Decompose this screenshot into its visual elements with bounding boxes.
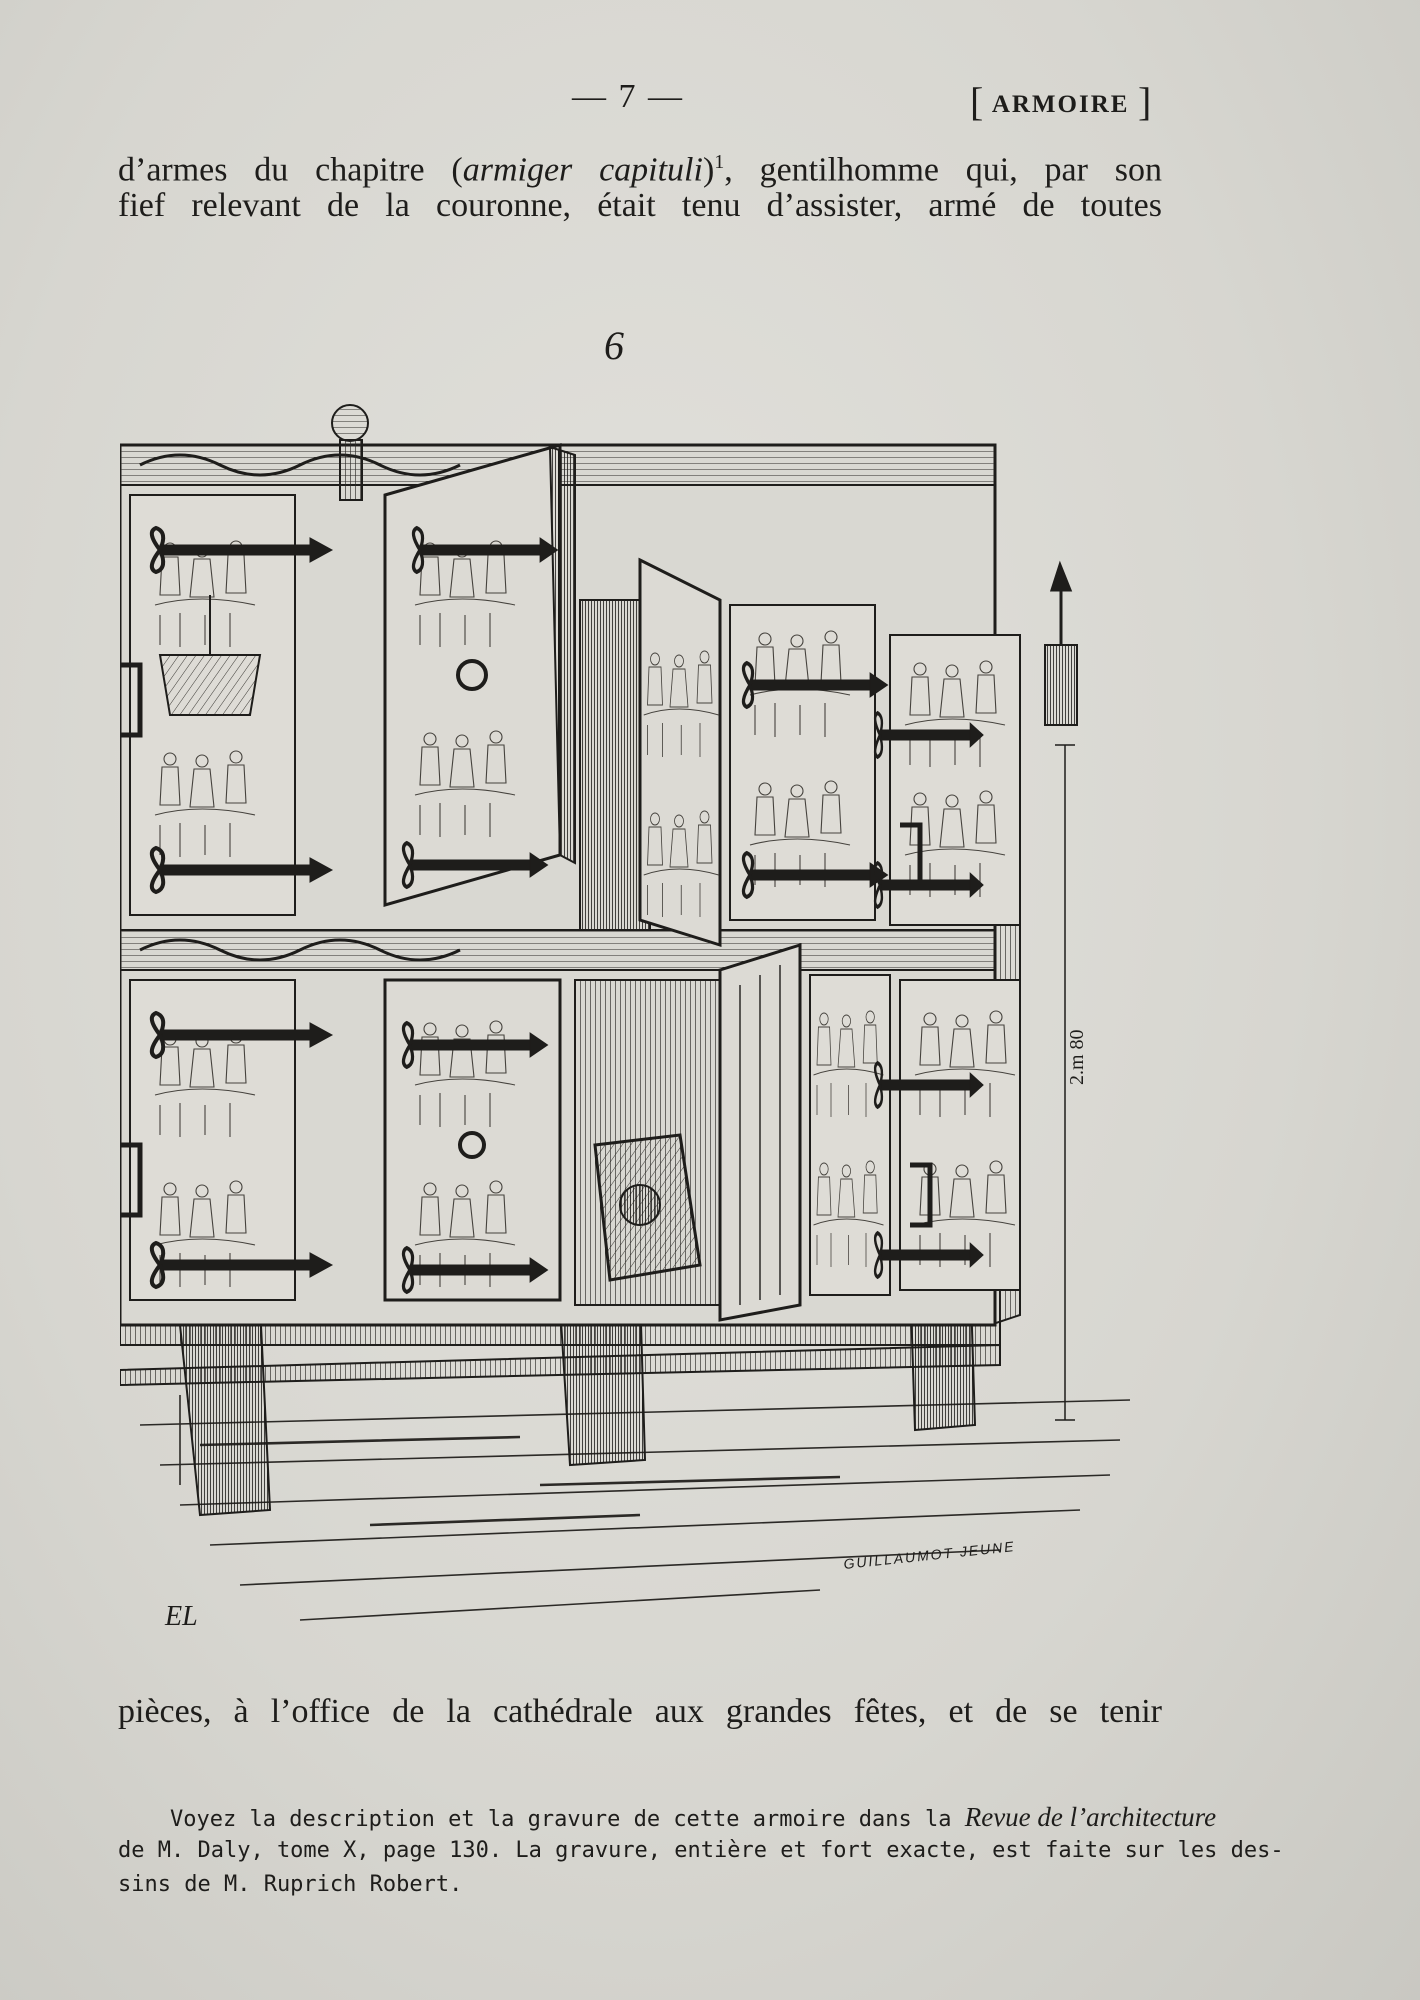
journal-title: Revue de l’architecture <box>964 1802 1217 1832</box>
running-head-close-bracket: ] <box>1137 79 1152 124</box>
running-header <box>0 78 1420 128</box>
text-fragment: , gentilhomme qui, par son <box>724 151 1162 189</box>
footnote-fragment: Voyez la description et la gravure de cette armoire dans la <box>170 1807 965 1832</box>
running-head-title: ARMOIRE <box>991 91 1130 118</box>
door-upper-left <box>385 445 575 905</box>
latin-phrase: armiger capituli <box>462 151 703 189</box>
text-fragment: ) <box>702 151 715 189</box>
engraver-signature: GUILLAUMOT JEUNE <box>842 1538 1017 1573</box>
panel-lower-right-b <box>900 980 1020 1290</box>
text-fragment: d’armes du chapitre ( <box>118 151 463 189</box>
finial-right <box>1045 565 1077 725</box>
footnote <box>118 1800 1284 1902</box>
body-text-bottom <box>118 1690 1162 1734</box>
text-line: pièces, à l’office de la cathédrale aux grandes fêtes, et de se tenir <box>118 1693 1162 1730</box>
lower-compartment <box>575 980 725 1305</box>
armoire-engraving <box>120 385 1130 1655</box>
running-head-open-bracket: [ <box>970 79 984 124</box>
footnote-line: de M. Daly, tome X, page 130. La gravure, entière et fort exacte, est faite sur les des- <box>118 1838 1284 1863</box>
door-upper-middle <box>640 560 720 945</box>
text-line: fief relevant de la couronne, était tenu d’assister, armé de toutes <box>118 187 1162 224</box>
artist-monogram: EL <box>165 1601 198 1632</box>
dimension-label: 2.m 80 <box>1066 1029 1088 1085</box>
figure-number: 6 <box>604 323 624 368</box>
footnote-line: sins de M. Ruprich Robert. <box>118 1872 463 1897</box>
body-text-top <box>118 140 1162 228</box>
running-head <box>970 78 1151 125</box>
page-number: — 7 — <box>572 78 684 115</box>
text-line <box>118 140 1162 189</box>
door-lower-middle <box>720 945 800 1320</box>
footnote-line <box>118 1800 1217 1834</box>
footnote-marker[interactable]: 1 <box>714 151 725 173</box>
